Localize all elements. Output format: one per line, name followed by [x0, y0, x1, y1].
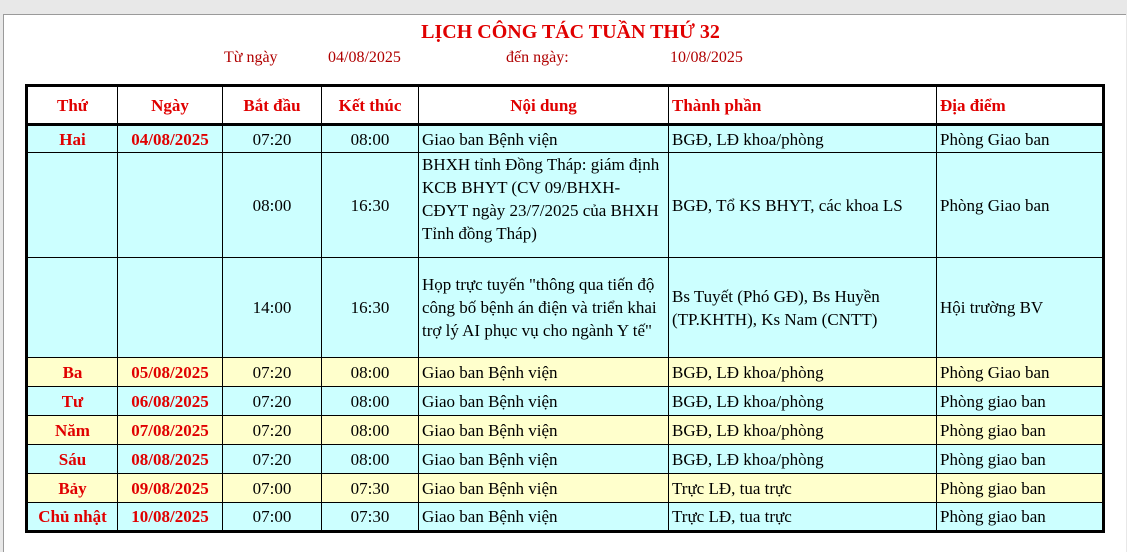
- cell-members[interactable]: Trực LĐ, tua trực: [669, 474, 937, 503]
- to-label: đến ngày:: [506, 49, 569, 66]
- cell-date[interactable]: [118, 258, 223, 358]
- table-row: [27, 125, 1104, 153]
- table-row: [27, 387, 1104, 416]
- from-date: 04/08/2025: [328, 49, 401, 66]
- to-date: 10/08/2025: [670, 49, 743, 66]
- col-header-date: Ngày: [118, 86, 223, 125]
- cell-place[interactable]: Phòng Giao ban: [937, 125, 1104, 153]
- table-row: [27, 416, 1104, 445]
- cell-members[interactable]: BGĐ, LĐ khoa/phòng: [669, 445, 937, 474]
- table-header-row: [27, 86, 1104, 125]
- cell-date[interactable]: 05/08/2025: [118, 358, 223, 387]
- cell-day[interactable]: Ba: [27, 358, 118, 387]
- col-header-members: Thành phần: [669, 86, 937, 125]
- col-header-content: Nội dung: [419, 86, 669, 125]
- cell-end[interactable]: 08:00: [322, 445, 419, 474]
- cell-day[interactable]: [27, 258, 118, 358]
- cell-start[interactable]: 14:00: [223, 258, 322, 358]
- cell-content-text: BHXH tỉnh Đồng Tháp: giám định KCB BHYT (CV 09/BHXH-CĐYT ngày 23/7/2025 của BHXH Tỉnh đồng Tháp): [422, 155, 660, 243]
- cell-day[interactable]: Chủ nhật: [27, 503, 118, 532]
- cell-start[interactable]: 08:00: [223, 153, 322, 258]
- cell-start[interactable]: 07:20: [223, 445, 322, 474]
- from-label: Từ ngày: [224, 49, 278, 66]
- cell-end[interactable]: 07:30: [322, 503, 419, 532]
- cell-content[interactable]: [419, 153, 669, 258]
- page-title: LỊCH CÔNG TÁC TUẦN THỨ 32: [421, 21, 720, 43]
- table-row: [27, 503, 1104, 532]
- cell-end[interactable]: 08:00: [322, 387, 419, 416]
- cell-members[interactable]: Trực LĐ, tua trực: [669, 503, 937, 532]
- cell-end[interactable]: 08:00: [322, 416, 419, 445]
- cell-members[interactable]: BGĐ, LĐ khoa/phòng: [669, 125, 937, 153]
- schedule-table: [25, 84, 1105, 533]
- cell-day[interactable]: Năm: [27, 416, 118, 445]
- cell-start[interactable]: 07:20: [223, 358, 322, 387]
- cell-day[interactable]: Tư: [27, 387, 118, 416]
- col-header-end: Kết thúc: [322, 86, 419, 125]
- cell-place[interactable]: Phòng Giao ban: [937, 153, 1104, 258]
- cell-date[interactable]: 08/08/2025: [118, 445, 223, 474]
- cell-end[interactable]: 16:30: [322, 258, 419, 358]
- cell-members[interactable]: BGĐ, LĐ khoa/phòng: [669, 416, 937, 445]
- cell-end[interactable]: 08:00: [322, 358, 419, 387]
- cell-content[interactable]: Giao ban Bệnh viện: [419, 358, 669, 387]
- cell-place[interactable]: Phòng giao ban: [937, 445, 1104, 474]
- cell-date[interactable]: [118, 153, 223, 258]
- cell-date[interactable]: 07/08/2025: [118, 416, 223, 445]
- cell-content[interactable]: Giao ban Bệnh viện: [419, 503, 669, 532]
- cell-place[interactable]: Phòng Giao ban: [937, 358, 1104, 387]
- cell-day[interactable]: Hai: [27, 125, 118, 153]
- table-row: [27, 445, 1104, 474]
- cell-end[interactable]: 07:30: [322, 474, 419, 503]
- cell-day[interactable]: Bảy: [27, 474, 118, 503]
- table-row: [27, 358, 1104, 387]
- cell-content[interactable]: Họp trực tuyến "thông qua tiến độ công bố bệnh án điện và triển khai trợ lý AI phục vụ cho ngành Y tế": [419, 258, 669, 358]
- cell-members[interactable]: BGĐ, LĐ khoa/phòng: [669, 387, 937, 416]
- cell-members[interactable]: BGĐ, Tổ KS BHYT, các khoa LS: [669, 153, 937, 258]
- cell-place[interactable]: Phòng giao ban: [937, 474, 1104, 503]
- cell-date[interactable]: 06/08/2025: [118, 387, 223, 416]
- cell-date[interactable]: 10/08/2025: [118, 503, 223, 532]
- cell-content[interactable]: Giao ban Bệnh viện: [419, 125, 669, 153]
- cell-start[interactable]: 07:20: [223, 387, 322, 416]
- cell-date[interactable]: 04/08/2025: [118, 125, 223, 153]
- cell-members[interactable]: BGĐ, LĐ khoa/phòng: [669, 358, 937, 387]
- cell-content[interactable]: Giao ban Bệnh viện: [419, 474, 669, 503]
- cell-date[interactable]: 09/08/2025: [118, 474, 223, 503]
- table-row: [27, 474, 1104, 503]
- cell-content[interactable]: Giao ban Bệnh viện: [419, 387, 669, 416]
- cell-content[interactable]: Giao ban Bệnh viện: [419, 445, 669, 474]
- cell-end[interactable]: 08:00: [322, 125, 419, 153]
- cell-place[interactable]: Phòng giao ban: [937, 387, 1104, 416]
- cell-place[interactable]: Phòng giao ban: [937, 503, 1104, 532]
- cell-place[interactable]: Phòng giao ban: [937, 416, 1104, 445]
- table-row: [27, 258, 1104, 358]
- cell-place[interactable]: Hội trường BV: [937, 258, 1104, 358]
- cell-day[interactable]: [27, 153, 118, 258]
- col-header-start: Bắt đầu: [223, 86, 322, 125]
- cell-start[interactable]: 07:00: [223, 474, 322, 503]
- cell-day[interactable]: Sáu: [27, 445, 118, 474]
- cell-start[interactable]: 07:00: [223, 503, 322, 532]
- cell-members[interactable]: Bs Tuyết (Phó GĐ), Bs Huyền (TP.KHTH), Ks Nam (CNTT): [669, 258, 937, 358]
- table-row: [27, 153, 1104, 258]
- cell-end[interactable]: 16:30: [322, 153, 419, 258]
- cell-content[interactable]: Giao ban Bệnh viện: [419, 416, 669, 445]
- cell-start[interactable]: 07:20: [223, 125, 322, 153]
- col-header-place: Địa điểm: [937, 86, 1104, 125]
- cell-start[interactable]: 07:20: [223, 416, 322, 445]
- col-header-day: Thứ: [27, 86, 118, 125]
